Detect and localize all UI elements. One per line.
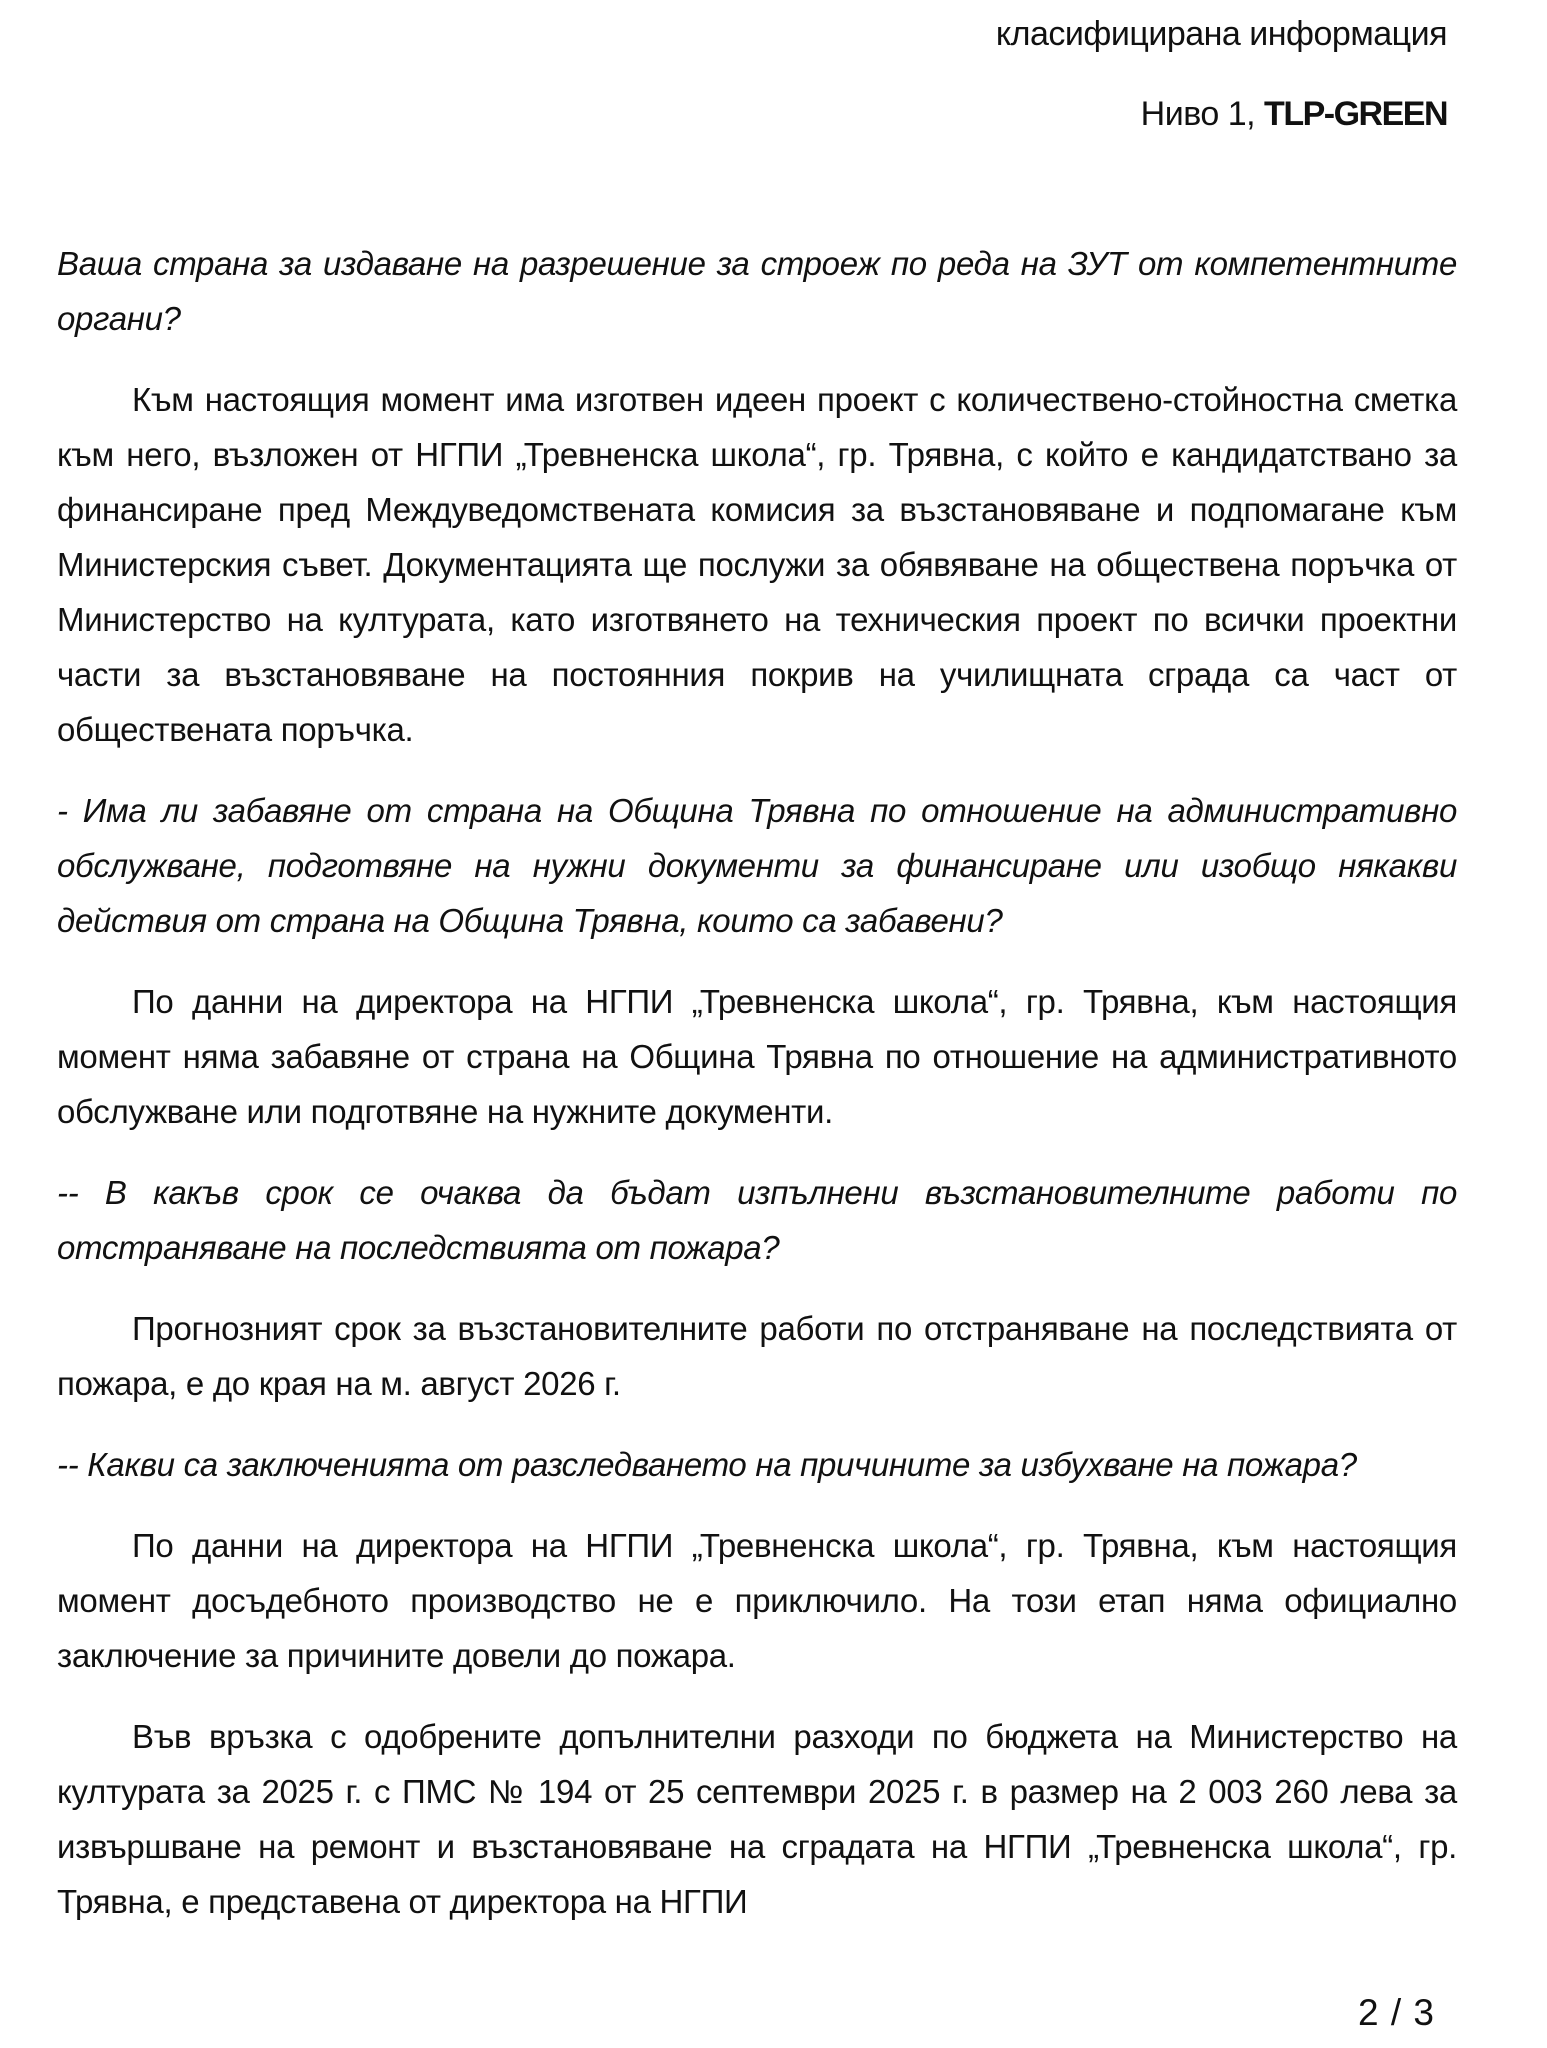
question-paragraph: - Има ли забавяне от страна на Община Трявна по отношение на административно обслужване, подготвяне на нужни документи за финансиране или изобщо някакви действия от страна на Община Трявна, които са забавени? [57,792,1457,939]
classification-label: класифицирана информация [995,15,1447,53]
classification-level [0,92,1447,136]
tlp-green-marking: TLP-GREEN [1264,95,1447,133]
answer-paragraph: По данни на директора на НГПИ „Тревненска школа“, гр. Трявна, към настоящия момент няма забавяне от страна на Община Трявна по отношение на административното обслужване или подготвяне на нужните документи. [57,983,1457,1130]
answer-paragraph: Към настоящия момент има изготвен идеен проект с количествено-стойностна сметка към него, възложен от НГПИ „Тревненска школа“, гр. Трявна, с който е кандидатствано за финансиране пред Междуведомствената комисия за възстановяване и подпомагане към Министерския съвет. Документацията ще послужи за обявяване на обществена поръчка от Министерство на културата, като изготвянето на техническия проект по всички проектни части за възстановяване на постоянния покрив на училищната сграда са част от обществената поръчка. [57,381,1457,748]
answer-paragraph: Прогнозният срок за възстановителните работи по отстраняване на последствията от пожара, е до края на м. август 2026 г. [57,1310,1457,1402]
question-paragraph: Ваша страна за издаване на разрешение за строеж по реда на ЗУТ от компетентните органи? [57,245,1457,337]
classification-level-prefix: Ниво 1, [1140,95,1265,133]
question-paragraph: -- Какви са заключенията от разследването на причините за избухване на пожара? [57,1446,1357,1483]
document-body [57,236,1457,1929]
classification-header [0,0,1547,136]
page-number: 2 / 3 [1358,1992,1435,2033]
answer-paragraph: Във връзка с одобрените допълнителни разходи по бюджета на Министерство на културата за 2025 г. с ПМС № 194 от 25 септември 2025 г. в размер на 2 003 260 лева за извършване на ремонт и възстановяване на сградата на НГПИ „Тревненска школа“, гр. Трявна, е представена от директора на НГПИ [57,1718,1457,1920]
answer-paragraph: По данни на директора на НГПИ „Тревненска школа“, гр. Трявна, към настоящия момент досъдебното производство не е приключило. На този етап няма официално заключение за причините довели до пожара. [57,1527,1457,1674]
question-paragraph: -- В какъв срок се очаква да бъдат изпълнени възстановителните работи по отстраняване на последствията от пожара? [57,1174,1457,1266]
